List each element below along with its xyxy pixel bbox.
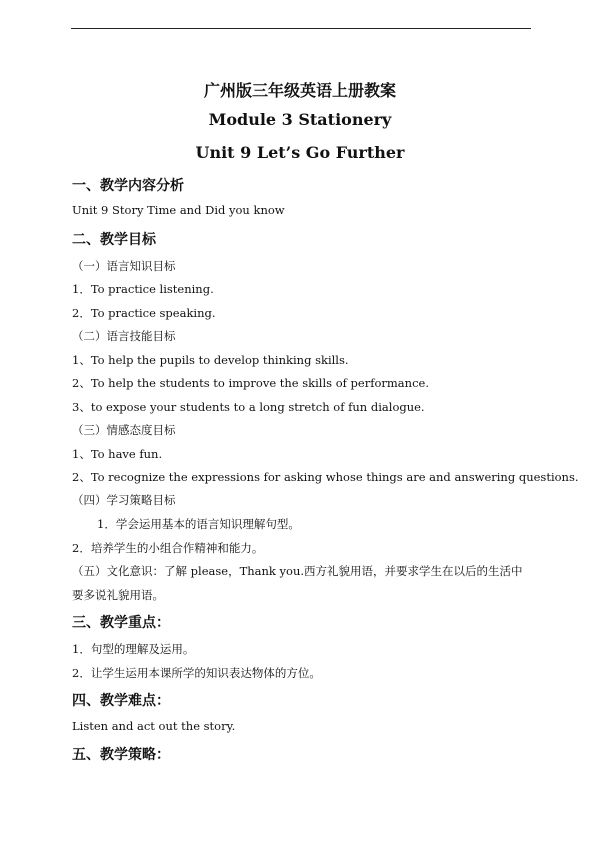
list-item: 2．让学生运用本课所学的知识表达物体的方位。 (72, 666, 321, 680)
list-item: 1、To have fun. (72, 447, 163, 461)
section-heading-key-points: 三、教学重点： (72, 615, 170, 631)
list-item: 3、to expose your students to a long stretch of fun dialogue. (72, 400, 425, 414)
list-item: 2、To help the students to improve the skills of performance. (72, 376, 429, 390)
section-heading-difficulties: 四、教学难点： (72, 693, 170, 709)
list-item: 2．培养学生的小组合作精神和能力。 (72, 541, 264, 555)
content-analysis-text: Unit 9 Story Time and Did you know (72, 203, 285, 217)
subheading-attitude: （三）情感态度目标 (72, 423, 176, 437)
module-title: Module 3 Stationery (208, 110, 392, 129)
header-rule (71, 28, 531, 29)
list-item: 1、To help the pupils to develop thinking skills. (72, 353, 349, 367)
list-item: 2、To recognize the expressions for asking whose things are and answering questions. (72, 470, 579, 484)
culture-awareness-text: （五）文化意识：了解 please，Thank you.西方礼貌用语，并要求学生在以后的生活中 (72, 564, 523, 578)
doc-title: 广州版三年级英语上册教案 (203, 81, 396, 100)
difficulties-text: Listen and act out the story. (72, 719, 236, 733)
list-item: 1．学会运用基本的语言知识理解句型。 (97, 517, 300, 531)
subheading-skills: （二）语言技能目标 (72, 329, 176, 343)
section-heading-objectives: 二、教学目标 (72, 232, 156, 248)
section-heading-content-analysis: 一、教学内容分析 (72, 178, 184, 194)
unit-title: Unit 9 Let’s Go Further (195, 143, 405, 162)
culture-awareness-text-cont: 要多说礼貌用语。 (72, 588, 164, 602)
list-item: 1．句型的理解及运用。 (72, 642, 195, 656)
list-item: 2．To practice speaking. (72, 306, 216, 320)
list-item: 1．To practice listening. (72, 282, 214, 296)
subheading-strategy: （四）学习策略目标 (72, 493, 176, 507)
subheading-knowledge: （一）语言知识目标 (72, 259, 176, 273)
section-heading-strategies: 五、教学策略： (72, 747, 170, 763)
